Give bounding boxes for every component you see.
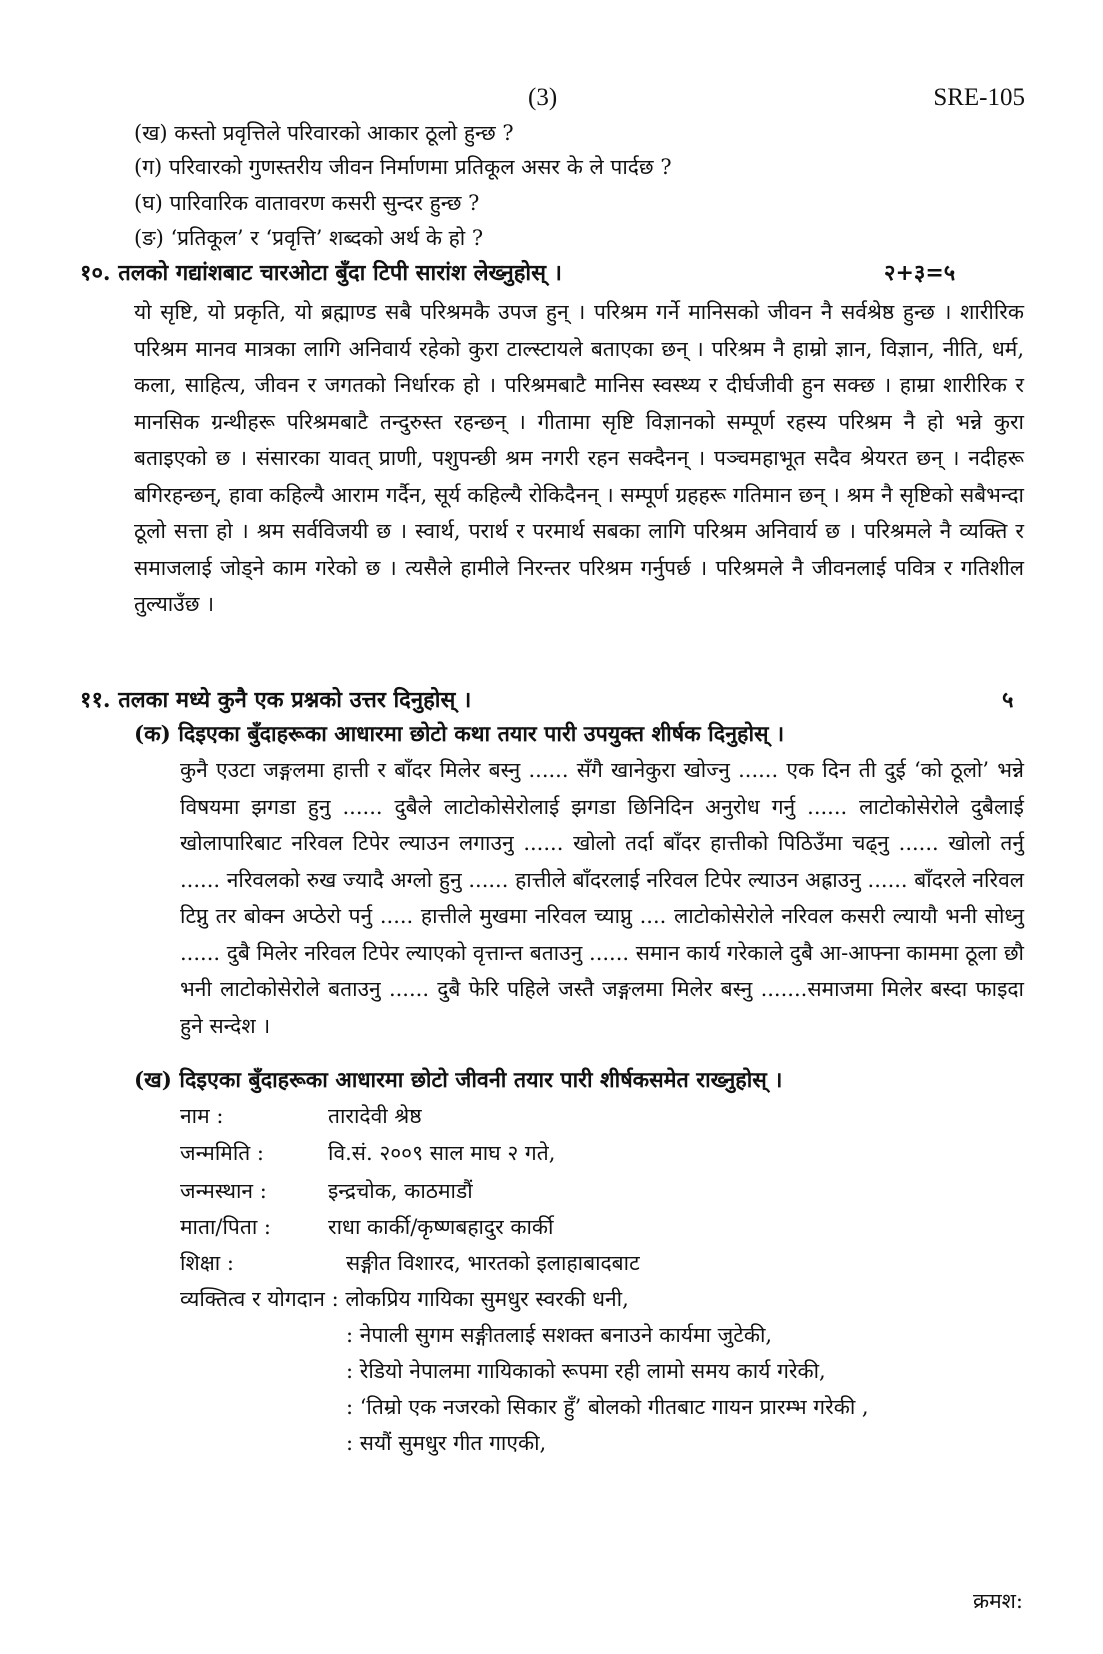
continued-marker: क्रमश:	[972, 1589, 1023, 1613]
bio-value-education: सङ्गीत विशारद, भारतको इलाहाबादबाट	[346, 1251, 640, 1275]
q9-question-nga: (ङ) ‘प्रतिकूल’ र ‘प्रवृत्ति’ शब्दको अर्थ के हो ?	[134, 226, 484, 250]
q11-marks: ५	[1002, 687, 1014, 713]
bio-contribution-line: व्यक्तित्व र योगदान : लोकप्रिय गायिका सुमधुर स्वरकी धनी,	[180, 1287, 629, 1311]
bio-contribution-4: : सयौं सुमधुर गीत गाएकी,	[346, 1431, 547, 1455]
q9-question-kha: (ख) कस्तो प्रवृत्तिले परिवारको आकार ठूलो हुन्छ ?	[134, 121, 514, 145]
q11-part-a-story: कुनै एउटा जङ्गलमा हात्ती र बाँदर मिलेर बस्नु ...... सँगै खानेकुरा खोज्नु ...... एक दिन ती दुई ‘को ठूलो’ भन्ने विषयमा झगडा हुनु ...... दुबैले लाटोकोसेरोलाई झगडा छिनिदिन अनुरोध गर्नु ...... लाटोकोसेरोले दुबैलाई खोलापारिबाट नरिवल टिपेर ल्याउन लगाउनु ...... खोलो तर्दा बाँदर हात्तीको पिठिउँमा चढ्नु ...... खोलो तर्नु ...... नरिवलको रुख ज्यादै अग्लो हुनु ...... हात्तीले बाँदरलाई नरिवल टिपेर ल्याउन अह्राउनु ...... बाँदरले नरिवल टिप्नु तर बोक्न अप्ठेरो पर्नु ..... हात्तीले मुखमा नरिवल च्याप्नु .... लाटोकोसेरोले नरिवल कसरी ल्यायौ भनी सोध्नु ...... दुबै मिलेर नरिवल टिपेर ल्याएको वृत्तान्त बताउनु ...... समान कार्य गरेकाले दुबै आ-आफ्ना काममा ठूला छौ भनी लाटोकोसेरोले बताउनु ...... दुबै फेरि पहिले जस्तै जङ्गलमा मिलेर बस्नु .......समाजमा मिलेर बस्दा फाइदा हुने सन्देश ।	[180, 758, 1024, 1038]
q10-heading: १०. तलको गद्यांशबाट चारओटा बुँदा टिपी सारांश लेख्नुहोस् ।	[80, 260, 562, 286]
q9-question-gha: (घ) पारिवारिक वातावरण कसरी सुन्दर हुन्छ ?	[134, 191, 480, 215]
q11-part-b-heading: (ख) दिइएका बुँदाहरूका आधारमा छोटो जीवनी तयार पारी शीर्षकसमेत राख्नुहोस् ।	[134, 1068, 783, 1093]
bio-label-parents: माता/पिता :	[180, 1215, 272, 1239]
page-number: (3)	[528, 84, 558, 111]
bio-value-parents: राधा कार्की/कृष्णबहादुर कार्की	[328, 1215, 554, 1239]
bio-contribution-2: : रेडियो नेपालमा गायिकाको रूपमा रही लामो समय कार्य गरेकी,	[346, 1359, 826, 1383]
bio-label-birthplace: जन्मस्थान :	[180, 1179, 267, 1203]
bio-label-birthdate: जन्ममिति :	[180, 1141, 264, 1165]
q11-part-a-heading: (क) दिइएका बुँदाहरूका आधारमा छोटो कथा तयार पारी उपयुक्त शीर्षक दिनुहोस् ।	[134, 722, 785, 747]
q9-question-ga: (ग) परिवारको गुणस्तरीय जीवन निर्माणमा प्रतिकूल असर के ले पार्दछ ?	[134, 155, 672, 179]
bio-label-education: शिक्षा :	[180, 1251, 234, 1275]
bio-contribution-3: : ‘तिम्रो एक नजरको सिकार हुँ’ बोलको गीतबाट गायन प्रारम्भ गरेकी ,	[346, 1395, 869, 1419]
bio-value-birthdate: वि.सं. २००९ साल माघ २ गते,	[328, 1141, 556, 1165]
q11-heading: ११. तलका मध्ये कुनै एक प्रश्नको उत्तर दिनुहोस् ।	[80, 687, 472, 713]
paper-code: SRE-105	[933, 84, 1025, 111]
bio-label-name: नाम :	[180, 1104, 224, 1128]
bio-value-name: तारादेवी श्रेष्ठ	[328, 1104, 422, 1128]
page-header	[0, 84, 1103, 118]
q10-marks: २+३=५	[884, 260, 956, 286]
bio-value-birthplace: इन्द्रचोक, काठमाडौं	[328, 1179, 473, 1203]
q10-passage: यो सृष्टि, यो प्रकृति, यो ब्रह्माण्ड सबै परिश्रमकै उपज हुन् । परिश्रम गर्ने मानिसको जीवन नै सर्वश्रेष्ठ हुन्छ । शारीरिक परिश्रम मानव मात्रका लागि अनिवार्य रहेको कुरा टाल्स्टायले बताएका छन् । परिश्रम नै हाम्रो ज्ञान, विज्ञान, नीति, धर्म, कला, साहित्य, जीवन र जगतको निर्धारक हो । परिश्रमबाटै मानिस स्वस्थ्य र दीर्घजीवी हुन सक्छ । हाम्रा शारीरिक र मानसिक ग्रन्थीहरू परिश्रमबाटै तन्दुरुस्त रहन्छन् । गीतामा सृष्टि विज्ञानको सम्पूर्ण रहस्य परिश्रम नै हो भन्ने कुरा बताइएको छ । संसारका यावत् प्राणी, पशुपन्छी श्रम नगरी रहन सक्दैनन् । पञ्चमहाभूत सदैव श्रेयरत छन् । नदीहरू बगिरहन्छन्, हावा कहिल्यै आराम गर्दैन, सूर्य कहिल्यै रोकिदैनन् । सम्पूर्ण ग्रहहरू गतिमान छन् । श्रम नै सृष्टिको सबैभन्दा ठूलो सत्ता हो । श्रम सर्वविजयी छ । स्वार्थ, परार्थ र परमार्थ सबका लागि परिश्रम अनिवार्य छ । परिश्रमले नै व्यक्ति र समाजलाई जोड्ने काम गरेको छ । त्यसैले हामीले निरन्तर परिश्रम गर्नुपर्छ । परिश्रमले नै जीवनलाई पवित्र र गतिशील तुल्याउँछ ।	[134, 300, 1024, 616]
bio-contribution-1: : नेपाली सुगम सङ्गीतलाई सशक्त बनाउने कार्यमा जुटेकी,	[346, 1323, 773, 1347]
